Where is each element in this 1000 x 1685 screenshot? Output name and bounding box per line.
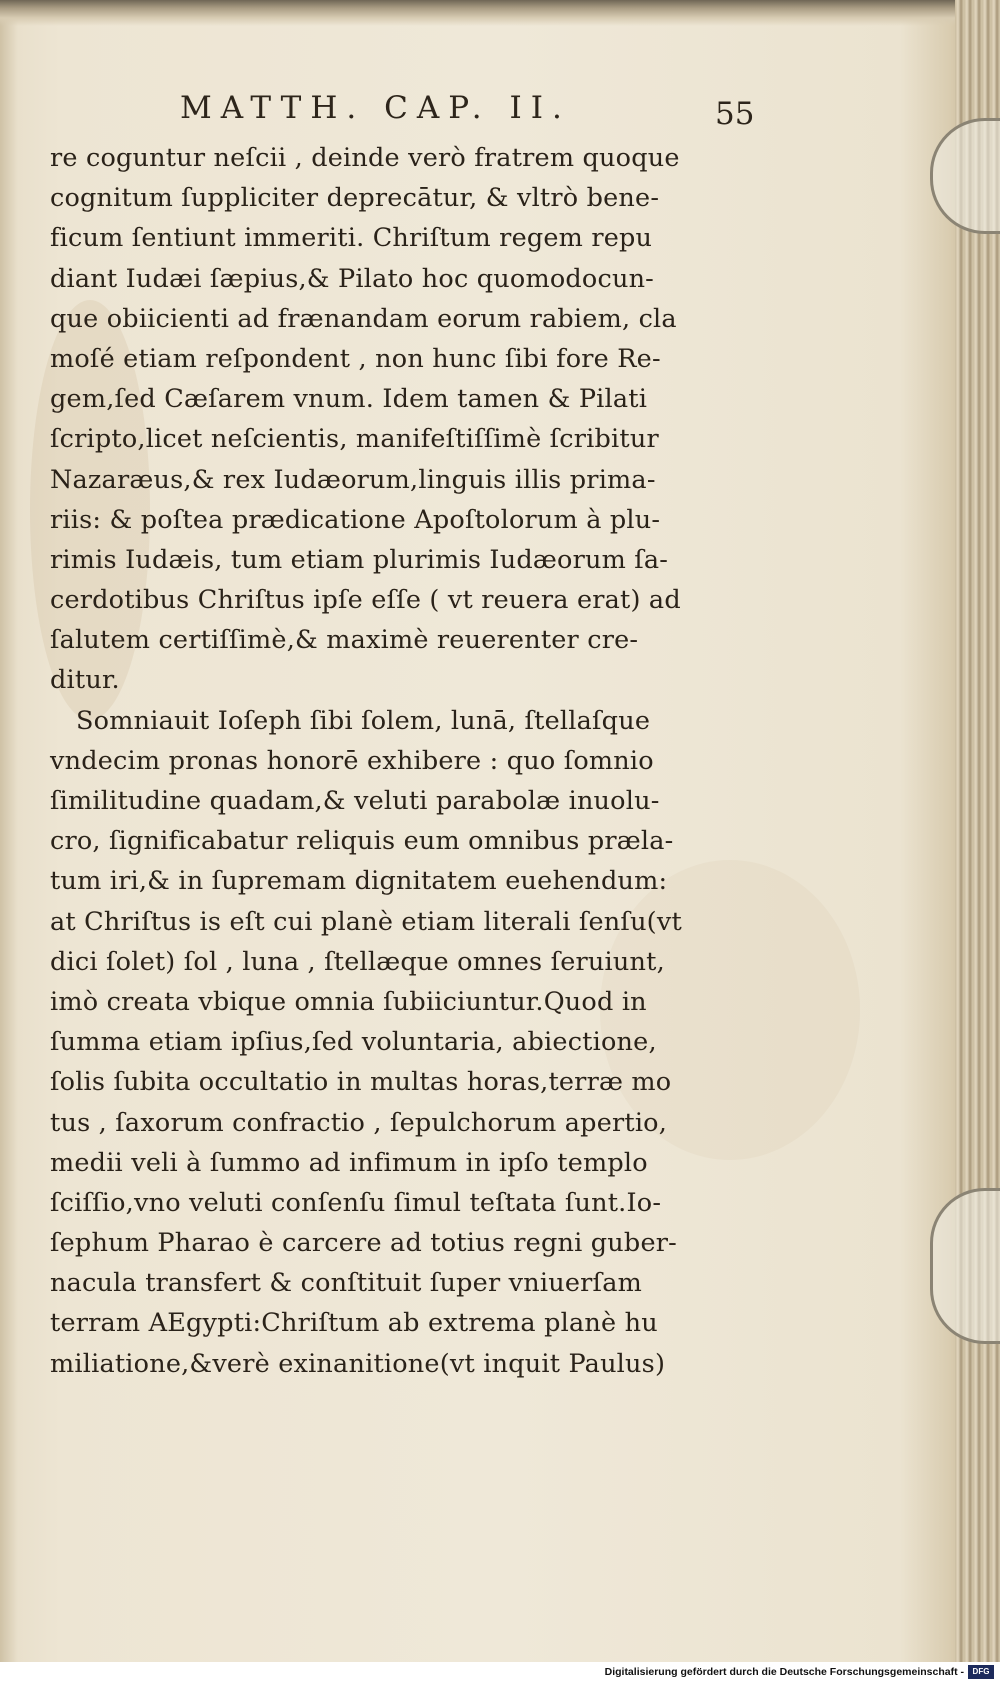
text-line: ſumma etiam ipſius,ſed voluntaria, abiectione, bbox=[50, 1027, 657, 1058]
text-line: at Chriſtus is eſt cui planè etiam literali ſenſu(vt bbox=[50, 906, 682, 937]
text-line: moſé etiam reſpondent , non hunc ſibi fore Re- bbox=[50, 343, 661, 374]
text-line: tum iri,& in ſupremam dignitatem euehendum: bbox=[50, 866, 668, 897]
text-line: medii veli à ſummo ad infimum in ipſo templo bbox=[50, 1147, 648, 1178]
text-line: tus , ſaxorum confractio , ſepulchorum apertio, bbox=[50, 1107, 668, 1138]
text-line: dici ſolet) ſol , luna , ſtellæque omnes ſeruiunt, bbox=[50, 946, 665, 977]
body-text bbox=[50, 138, 760, 1384]
text-line: riis: & poſtea prædicatione Apoſtolorum à plu- bbox=[50, 504, 661, 535]
text-line: ſalutem certiſſimè,& maximè reuerenter cre- bbox=[50, 625, 639, 656]
text-line: diant Iudæi ſæpius,& Pilato hoc quomodocun- bbox=[50, 263, 655, 294]
book-edge bbox=[955, 0, 1000, 1662]
text-line: ſimilitudine quadam,& veluti parabolæ inuolu- bbox=[50, 786, 660, 816]
text-line: cognitum ſuppliciter deprecātur, & vltrò bene- bbox=[50, 183, 660, 214]
text-line: gem,ſed Cæſarem vnum. Idem tamen & Pilati bbox=[50, 384, 648, 415]
text-line: que obiicienti ad frænandam eorum rabiem, cla bbox=[50, 303, 677, 334]
text-line: rimis Iudæis, tum etiam plurimis Iudæorum ſa- bbox=[50, 544, 669, 575]
text-line: terram AEgypti:Chriſtum ab extrema planè hu bbox=[50, 1308, 658, 1339]
text-line: cerdotibus Chriſtus ipſe eſſe ( vt reuera erat) ad bbox=[50, 585, 681, 616]
text-line: ficum ſentiunt immeriti. Chriſtum regem repu bbox=[50, 223, 653, 254]
text-line: vndecim pronas honorē exhibere : quo ſomnio bbox=[50, 745, 654, 776]
text-line: imò creata vbique omnia ſubiiciuntur.Quod in bbox=[50, 986, 647, 1017]
page-clip bbox=[930, 118, 1000, 234]
running-head: MATTH. CAP. II. bbox=[180, 90, 571, 126]
text-line: ſciſſio,vno veluti conſenſu ſimul teſtata ſunt.Io- bbox=[50, 1187, 662, 1218]
page-number: 55 bbox=[715, 96, 755, 132]
text-line: cro, ſignificabatur reliquis eum omnibus præla- bbox=[50, 826, 674, 857]
page-clip bbox=[930, 1188, 1000, 1344]
text-line: Somniauit Ioſeph ſibi ſolem, lunā, ſtellaſque bbox=[76, 705, 651, 736]
page-top-edge bbox=[0, 0, 1000, 26]
text-line: ſolis ſubita occultatio in multas horas,terræ mo bbox=[50, 1067, 672, 1098]
text-line: re coguntur neſcii , deinde verò fratrem quoque bbox=[50, 143, 680, 173]
dfg-logo: DFG bbox=[968, 1665, 994, 1679]
text-line: ſcripto,licet neſcientis, manifeſtiſſimè ſcribitur bbox=[50, 424, 659, 455]
text-line: ditur. bbox=[50, 665, 120, 696]
text-line: Nazaræus,& rex Iudæorum,linguis illis prima- bbox=[50, 464, 656, 495]
text-line: ſephum Pharao è carcere ad totius regni guber- bbox=[50, 1228, 677, 1259]
text-line: nacula transfert & conſtituit ſuper vniuerſam bbox=[50, 1268, 642, 1299]
text-line: miliatione,&verè exinanitione(vt inquit Paulus) bbox=[50, 1348, 666, 1379]
digitization-credit: Digitalisierung gefördert durch die Deutsche Forschungsgemeinschaft - bbox=[604, 1666, 964, 1678]
